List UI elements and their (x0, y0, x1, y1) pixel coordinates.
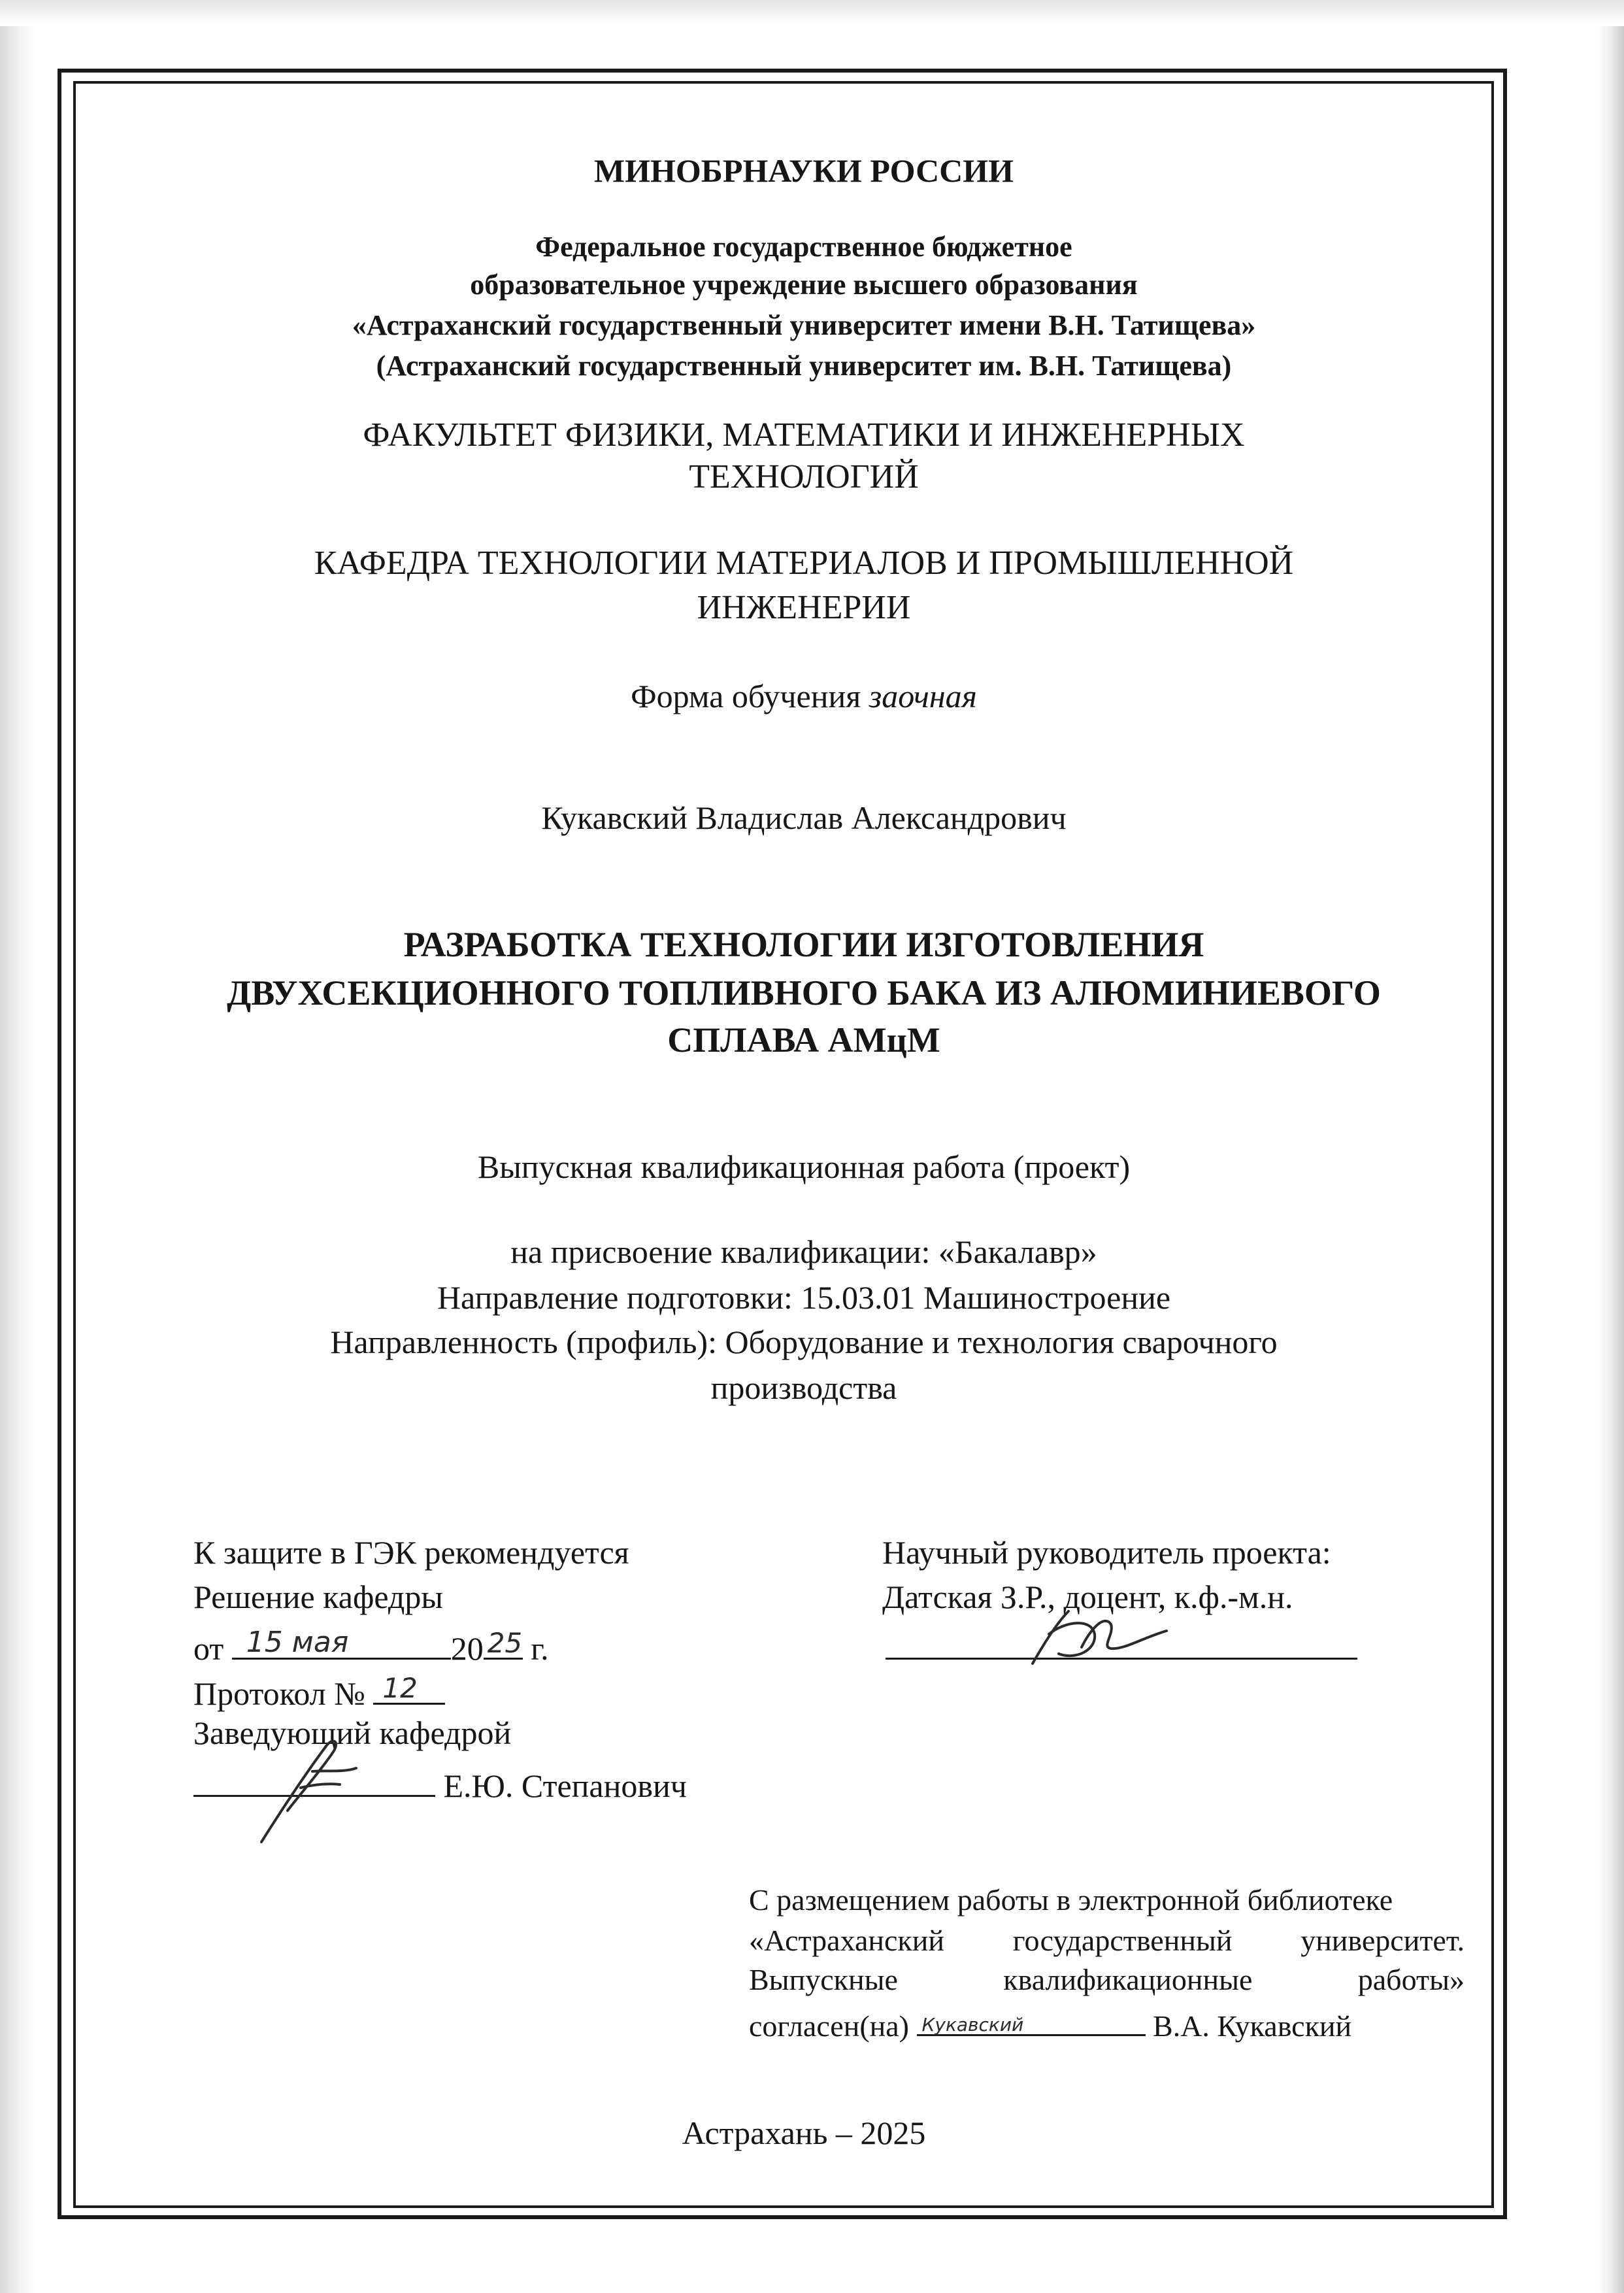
qualification-line-1: на присвоение квалификации: «Бакалавр» (510, 1233, 1097, 1270)
consent-name: В.А. Кукавский (1153, 2009, 1352, 2043)
faculty-line-1: ФАКУЛЬТЕТ ФИЗИКИ, МАТЕМАТИКИ И ИНЖЕНЕРНЫХ (363, 416, 1245, 454)
library-consent-line-1: С размещением работы в электронной библиотеке (749, 1883, 1393, 1916)
library-word-1: «Астраханский (749, 1924, 944, 1957)
work-type: Выпускная квалификационная работа (проект) (477, 1148, 1131, 1185)
date-prefix: от (193, 1630, 224, 1667)
scan-edge-right (1598, 0, 1624, 2293)
year-field (484, 1624, 523, 1660)
study-form (105, 677, 1503, 715)
head-signature (235, 1732, 366, 1850)
head-of-department-label: Заведующий кафедрой (193, 1715, 512, 1751)
department-line-1: КАФЕДРА ТЕХНОЛОГИИ МАТЕРИАЛОВ И ПРОМЫШЛЕННОЙ (314, 544, 1294, 582)
date-field (232, 1624, 451, 1660)
city-year: Астрахань – 2025 (682, 2115, 926, 2151)
thesis-title-line-2: ДВУХСЕКЦИОННОГО ТОПЛИВНОГО БАКА ИЗ АЛЮМИНИЕВОГО (227, 973, 1381, 1013)
library-word-2: государственный (1012, 1924, 1233, 1957)
qualification-line-3: Направленность (профиль): Оборудование и технология сварочного (330, 1324, 1278, 1360)
scan-edge-top (0, 0, 1624, 26)
defense-recommended: К защите в ГЭК рекомендуется (193, 1534, 629, 1571)
library-word-4: Выпускные (749, 1963, 898, 1996)
head-name: Е.Ю. Степанович (443, 1767, 687, 1804)
protocol-handwritten: 12 (382, 1672, 418, 1704)
institution-line-1: Федеральное государственное бюджетное (535, 231, 1072, 263)
qualification-line-2: Направление подготовки: 15.03.01 Машиностроение (437, 1279, 1171, 1316)
scan-edge-left (0, 0, 36, 2293)
protocol-number (193, 1669, 445, 1713)
library-consent-line-3 (749, 1962, 1465, 1997)
institution-line-2: образовательное учреждение высшего образования (470, 269, 1138, 301)
thesis-title-line-3: СПЛАВА АМцМ (667, 1020, 940, 1060)
consent-prefix: согласен(на) (749, 2009, 910, 2043)
consent-signature-handwritten: Кукавский (921, 2014, 1024, 2035)
supervisor-name: Датская З.Р., доцент, к.ф.-м.н. (882, 1579, 1293, 1615)
author-name: Кукавский Владислав Александрович (541, 799, 1067, 836)
year-suffix: г. (531, 1630, 549, 1667)
protocol-label: Протокол № (193, 1675, 365, 1712)
study-form-value: заочная (869, 678, 977, 714)
year-handwritten: 25 (487, 1627, 523, 1659)
protocol-field (373, 1669, 445, 1705)
supervisor-label: Научный руководитель проекта: (882, 1534, 1331, 1571)
library-word-5: квалификационные (1003, 1963, 1253, 1996)
library-consent-line-4 (749, 2001, 1351, 2043)
library-word-6: работы» (1357, 1963, 1465, 1996)
institution-line-4: (Астраханский государственный университет им. В.Н. Татищева) (376, 350, 1232, 382)
library-word-3: университет. (1301, 1924, 1465, 1957)
study-form-label: Форма обучения (631, 678, 861, 714)
thesis-title-line-1: РАЗРАБОТКА ТЕХНОЛОГИИ ИЗГОТОВЛЕНИЯ (403, 925, 1204, 964)
department-line-2: ИНЖЕНЕРИИ (697, 589, 911, 626)
department-decision: Решение кафедры (193, 1579, 443, 1615)
decision-date (193, 1624, 549, 1667)
year-prefix: 20 (450, 1630, 484, 1667)
consent-signature-line (917, 2001, 1146, 2036)
institution-line-3: «Астраханский государственный университет имени В.Н. Татищева» (352, 309, 1256, 341)
ministry-heading: МИНОБРНАУКИ РОССИИ (593, 152, 1014, 189)
library-consent-line-2 (749, 1923, 1465, 1958)
date-handwritten: 15 мая (246, 1626, 349, 1659)
qualification-line-4: производства (710, 1369, 897, 1406)
supervisor-signature (1019, 1601, 1176, 1673)
faculty-line-2: ТЕХНОЛОГИЙ (689, 458, 919, 495)
